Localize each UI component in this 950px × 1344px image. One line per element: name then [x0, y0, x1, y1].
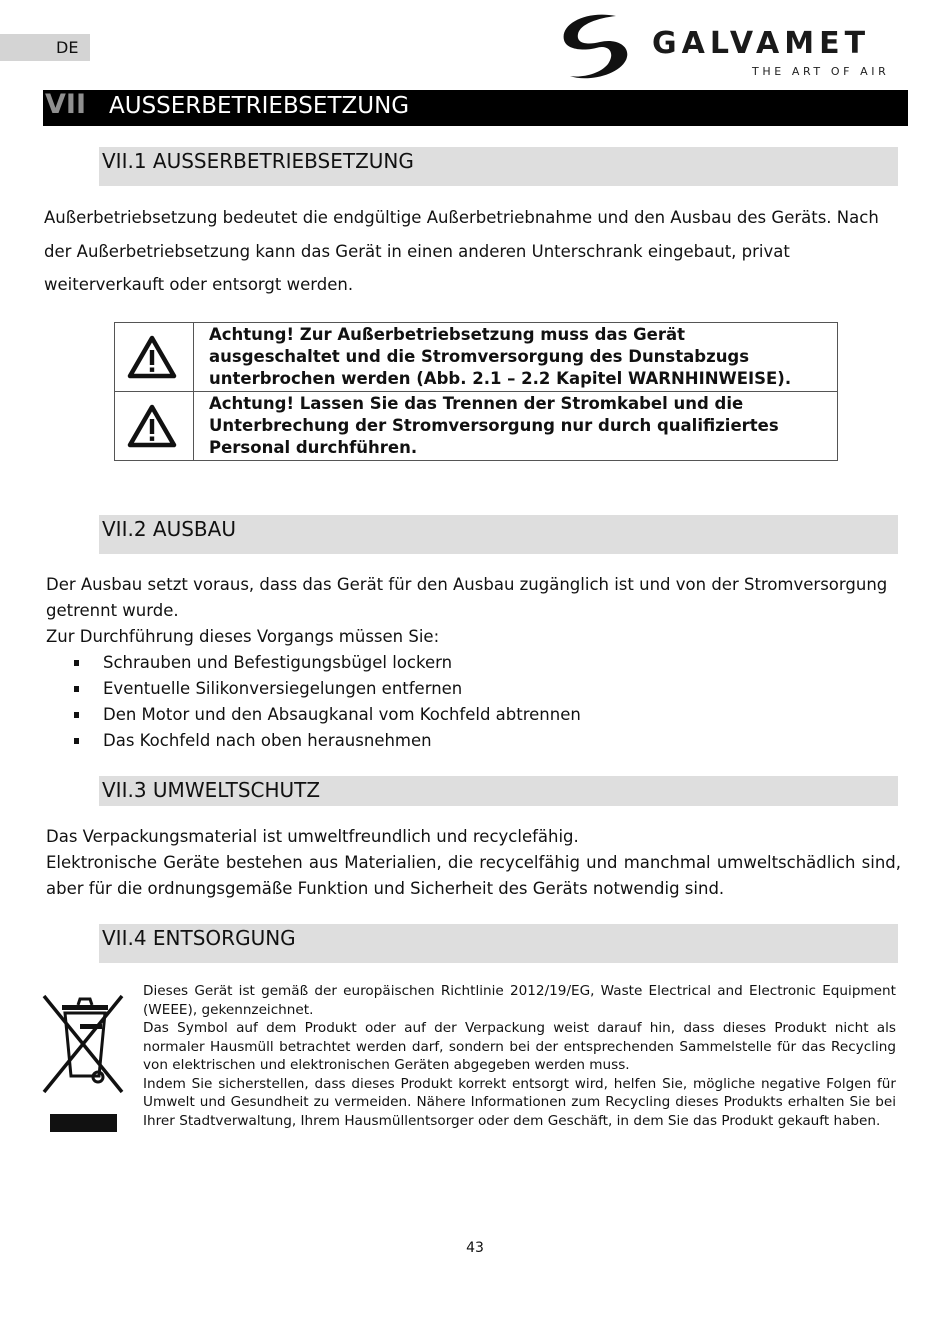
list-item: Schrauben und Befestigungsbügel lockern [74, 650, 581, 676]
brand-tagline: THE ART OF AIR [752, 65, 890, 78]
section-title: VII.4 ENTSORGUNG [102, 926, 296, 950]
section-title: VII.1 AUSSERBETRIEBSETZUNG [102, 149, 414, 173]
chapter-heading [43, 90, 908, 126]
section-1-text: Außerbetriebsetzung bedeutet die endgültige Außerbetriebnahme und den Ausbau des Geräts. Nach der Außerbetriebsetzung kann das Gerät in einen anderen Unterschrank eingebaut, privat weiterverkauft oder entsorgt werden. [44, 208, 879, 294]
list-item: Den Motor und den Absaugkanal vom Kochfeld abtrennen [74, 702, 581, 728]
weee-crossed-bin-icon [40, 988, 130, 1138]
page-number: 43 [466, 1240, 484, 1256]
brand-logo [556, 12, 896, 82]
section-heading-3 [99, 776, 898, 806]
section-title: VII.2 AUSBAU [102, 517, 236, 541]
section-4-text [143, 982, 896, 1130]
warning-triangle-icon [127, 335, 177, 379]
language-tab [0, 34, 90, 61]
galvamet-swirl-icon [556, 12, 636, 82]
section-heading-4 [99, 924, 898, 963]
section-2-text [46, 572, 911, 650]
disposal-paragraph-2: Das Symbol auf dem Produkt oder auf der Verpackung weist darauf hin, dass dieses Produkt nicht als normaler Hausmüll betrachtet werden darf, sondern bei der entsprechenden Sammelstelle für das Recycling von elektrischen und elektronischen Geräten abgegeben werden muss. [143, 1020, 896, 1073]
warning-icon-cell [115, 323, 194, 391]
disposal-paragraph-3: Indem Sie sicherstellen, dass dieses Produkt korrekt entsorgt wird, helfen Sie, mögliche negative Folgen für Umwelt und Gesundheit zu vermeiden. Nähere Informationen zum Recycling dieses Produkts erhalten Sie bei Ihrer Stadtverwaltung, Ihrem Hausmüllentsorger oder dem Geschäft, in dem Sie das Produkt gekauft haben. [143, 1075, 896, 1129]
section-2-instruction: Zur Durchführung dieses Vorgangs müssen Sie: [46, 627, 440, 646]
section-heading-1 [99, 147, 898, 186]
chapter-title: AUSSERBETRIEBSETZUNG [109, 93, 410, 119]
chapter-number: VII [45, 89, 86, 120]
warning-text: Achtung! Lassen Sie das Trennen der Stromkabel und die Unterbrechung der Stromversorgung nur durch qualifiziertes Personal durchführen. [209, 394, 779, 457]
warning-icon-cell [115, 392, 194, 460]
list-item: Das Kochfeld nach oben herausnehmen [74, 728, 581, 754]
section-2-intro: Der Ausbau setzt voraus, dass das Gerät für den Ausbau zugänglich ist und von der Stromversorgung getrennt wurde. [46, 575, 888, 620]
section-title: VII.3 UMWELTSCHUTZ [102, 778, 321, 802]
warning-row [115, 323, 837, 392]
section-3-line-1: Das Verpackungsmaterial ist umweltfreundlich und recyclefähig. [46, 827, 579, 846]
section-3-text [46, 824, 901, 902]
warning-table [114, 322, 838, 461]
warning-triangle-icon [127, 404, 177, 448]
language-label: DE [56, 38, 79, 57]
section-3-line-2: Elektronische Geräte bestehen aus Materialien, die recycelfähig und manchmal umweltschädlich sind, aber für die ordnungsgemäße Funktion und Sicherheit des Geräts notwendig sind. [46, 853, 901, 898]
list-item: Eventuelle Silikonversiegelungen entfernen [74, 676, 581, 702]
removal-steps-list [74, 650, 581, 754]
brand-name: GALVAMET [652, 26, 871, 61]
warning-row [115, 392, 837, 460]
warning-text: Achtung! Zur Außerbetriebsetzung muss das Gerät ausgeschaltet und die Stromversorgung des Dunstabzugs unterbrochen werden (Abb. 2.1 – 2.2 Kapitel WARNHINWEISE). [209, 325, 792, 388]
disposal-paragraph-1: Dieses Gerät ist gemäß der europäischen Richtlinie 2012/19/EG, Waste Electrical and Electronic Equipment (WEEE), gekennzeichnet. [143, 983, 896, 1018]
section-heading-2 [99, 515, 898, 554]
